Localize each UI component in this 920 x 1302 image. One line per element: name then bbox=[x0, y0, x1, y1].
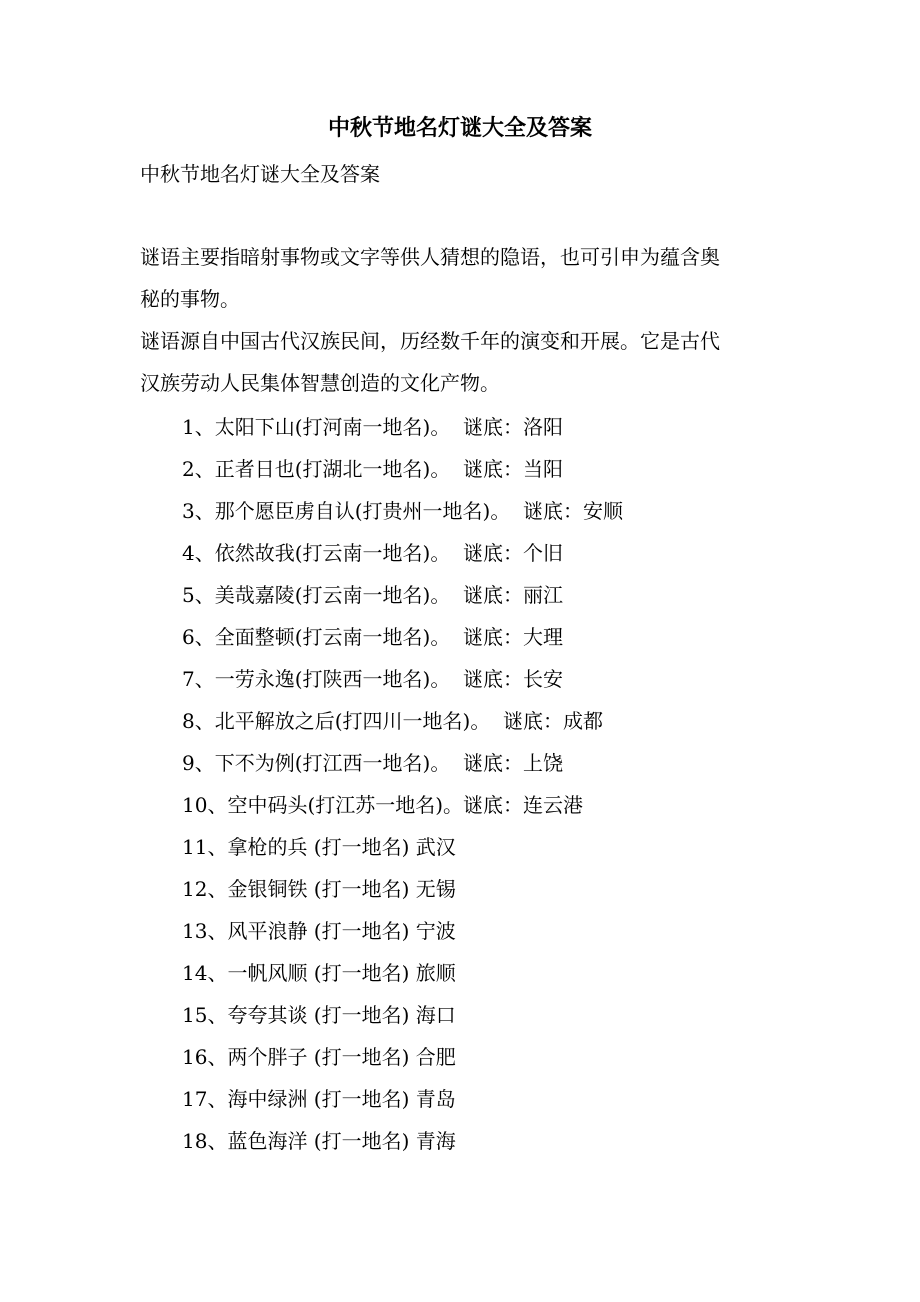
document-title: 中秋节地名灯谜大全及答案 bbox=[327, 115, 592, 141]
intro-line-4: 汉族劳动人民集体智慧创造的文化产物。 bbox=[140, 371, 500, 395]
riddle-list bbox=[182, 406, 623, 1162]
riddle-item: 16、两个胖子 (打一地名) 合肥 bbox=[182, 1045, 456, 1069]
riddle-item: 1、太阳下山(打河南一地名)。 谜底：洛阳 bbox=[182, 415, 564, 439]
riddle-item: 3、那个愿臣虏自认(打贵州一地名)。 谜底：安顺 bbox=[182, 499, 624, 523]
riddle-item: 17、海中绿洲 (打一地名) 青岛 bbox=[182, 1087, 456, 1111]
riddle-item: 12、金银铜铁 (打一地名) 无锡 bbox=[182, 877, 456, 901]
riddle-item: 6、全面整顿(打云南一地名)。 谜底：大理 bbox=[182, 625, 564, 649]
riddle-item: 14、一帆风顺 (打一地名) 旅顺 bbox=[182, 961, 456, 985]
riddle-item: 11、拿枪的兵 (打一地名) 武汉 bbox=[182, 835, 456, 859]
riddle-item: 9、下不为例(打江西一地名)。 谜底：上饶 bbox=[182, 751, 564, 775]
riddle-item: 4、依然故我(打云南一地名)。 谜底：个旧 bbox=[182, 541, 564, 565]
riddle-item: 10、空中码头(打江苏一地名)。谜底：连云港 bbox=[182, 793, 584, 817]
intro-line-3: 谜语源自中国古代汉族民间，历经数千年的演变和开展。它是古代 bbox=[140, 329, 720, 353]
riddle-item: 2、正者日也(打湖北一地名)。 谜底：当阳 bbox=[182, 457, 564, 481]
riddle-item: 5、美哉嘉陵(打云南一地名)。 谜底：丽江 bbox=[182, 583, 564, 607]
intro-line-1: 谜语主要指暗射事物或文字等供人猜想的隐语，也可引申为蕴含奥 bbox=[140, 245, 720, 269]
riddle-item: 7、一劳永逸(打陕西一地名)。 谜底：长安 bbox=[182, 667, 564, 691]
riddle-item: 8、北平解放之后(打四川一地名)。 谜底：成都 bbox=[182, 709, 604, 733]
riddle-item: 13、风平浪静 (打一地名) 宁波 bbox=[182, 919, 456, 943]
riddle-item: 15、夸夸其谈 (打一地名) 海口 bbox=[182, 1003, 456, 1027]
riddle-item: 18、蓝色海洋 (打一地名) 青海 bbox=[182, 1129, 456, 1153]
document-subtitle: 中秋节地名灯谜大全及答案 bbox=[140, 162, 380, 186]
intro-line-2: 秘的事物。 bbox=[140, 287, 240, 311]
